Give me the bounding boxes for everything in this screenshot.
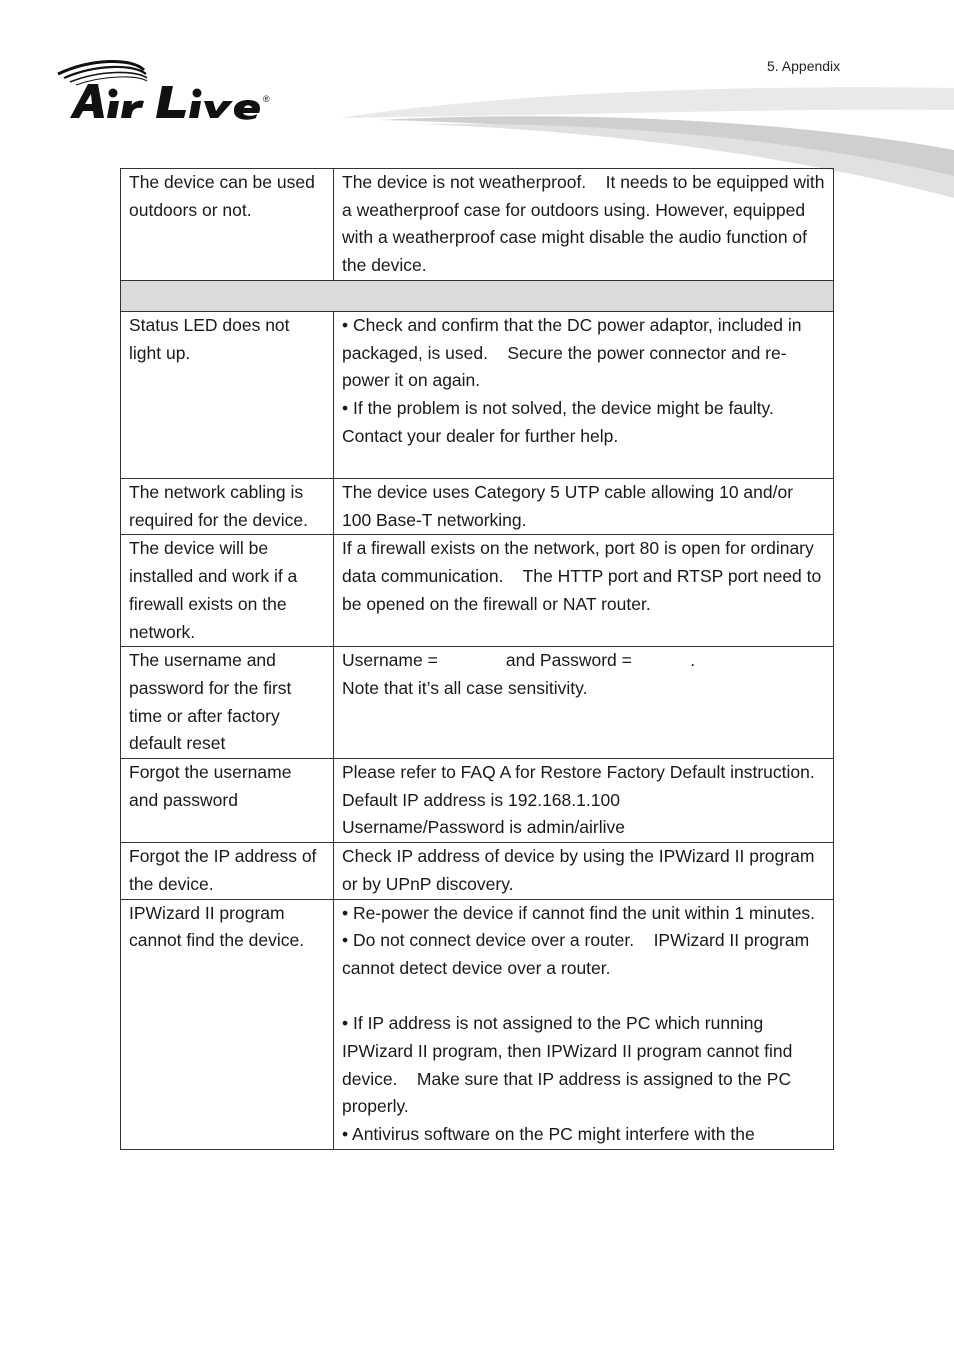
question-text: Status LED does not light up.: [129, 314, 290, 363]
airlive-logo: [52, 58, 287, 128]
question-cell: [121, 759, 334, 843]
answer-text: • Antivirus software on the PC might interfere with the: [342, 1124, 755, 1145]
answer-text: Username = and Password = .: [342, 650, 696, 671]
answer-text: The device is not weatherproof. It needs to be equipped with a weatherproof case for outdoors using. However, equipped with a weatherproof case might disable the audio function of the device.: [342, 172, 830, 276]
question-cell: [121, 843, 334, 899]
answer-cell: [334, 311, 834, 478]
answer-cell: [334, 479, 834, 535]
answer-cell: [334, 535, 834, 647]
answer-text: If a firewall exists on the network, port 80 is open for ordinary data communication. The HTTP port and RTSP port need to be opened on the firewall or NAT router.: [342, 538, 827, 614]
question-cell: [121, 169, 334, 281]
answer-text: Username/Password is admin/airlive: [342, 817, 626, 838]
answer-text: • Re-power the device if cannot find the unit within 1 minutes.: [342, 902, 816, 923]
question-text: The network cabling is required for the device.: [129, 482, 308, 530]
table-row: [121, 759, 834, 843]
answer-text: • If the problem is not solved, the device might be faulty. Contact your dealer for further help.: [342, 397, 779, 446]
answer-text: Note that it’s all case sensitivity.: [342, 677, 588, 698]
gray-band: [121, 280, 834, 311]
page-section-label: 5. Appendix: [767, 58, 841, 74]
question-text: IPWizard II program cannot find the device.: [129, 902, 305, 951]
question-cell: [121, 479, 334, 535]
answer-text: Check IP address of device by using the IPWizard II program or by UPnP discovery.: [342, 846, 820, 894]
answer-cell: [334, 843, 834, 899]
question-text: The username and password for the first time or after factory default reset: [129, 650, 292, 754]
section-divider-row: [121, 280, 834, 311]
table-row: [121, 311, 834, 478]
table-row: [121, 843, 834, 899]
answer-text: Default IP address is 192.168.1.100: [342, 789, 620, 810]
question-text: Forgot the username and password: [129, 762, 292, 810]
question-text: Forgot the IP address of the device.: [129, 846, 317, 894]
answer-cell: [334, 759, 834, 843]
faq-table: [120, 168, 834, 1150]
table-row: [121, 647, 834, 759]
question-cell: [121, 535, 334, 647]
svg-text:®: ®: [263, 94, 270, 104]
answer-cell: [334, 647, 834, 759]
question-text: The device can be used outdoors or not.: [129, 172, 315, 220]
question-cell: [121, 647, 334, 759]
question-cell: [121, 899, 334, 1149]
answer-cell: [334, 169, 834, 281]
answer-text: The device uses Category 5 UTP cable allowing 10 and/or 100 Base-T networking.: [342, 482, 798, 530]
answer-text: • If IP address is not assigned to the PC which running IPWizard II program, then IPWizard II program cannot find device. Make sure that IP address is assigned to the PC properly.: [342, 1013, 798, 1117]
question-cell: [121, 311, 334, 478]
answer-text: • Do not connect device over a router. IPWizard II program cannot detect device over a router.: [342, 930, 815, 978]
table-row: [121, 169, 834, 281]
table-row: [121, 899, 834, 1149]
answer-text: Please refer to FAQ A for Restore Factory Default instruction.: [342, 762, 815, 783]
table-row: [121, 535, 834, 647]
answer-cell: [334, 899, 834, 1149]
table-row: [121, 479, 834, 535]
question-text: The device will be installed and work if a firewall exists on the network.: [129, 538, 298, 642]
answer-text: • Check and confirm that the DC power adaptor, included in packaged, is used. Secure the power connector and re-power it on again.: [342, 314, 807, 391]
